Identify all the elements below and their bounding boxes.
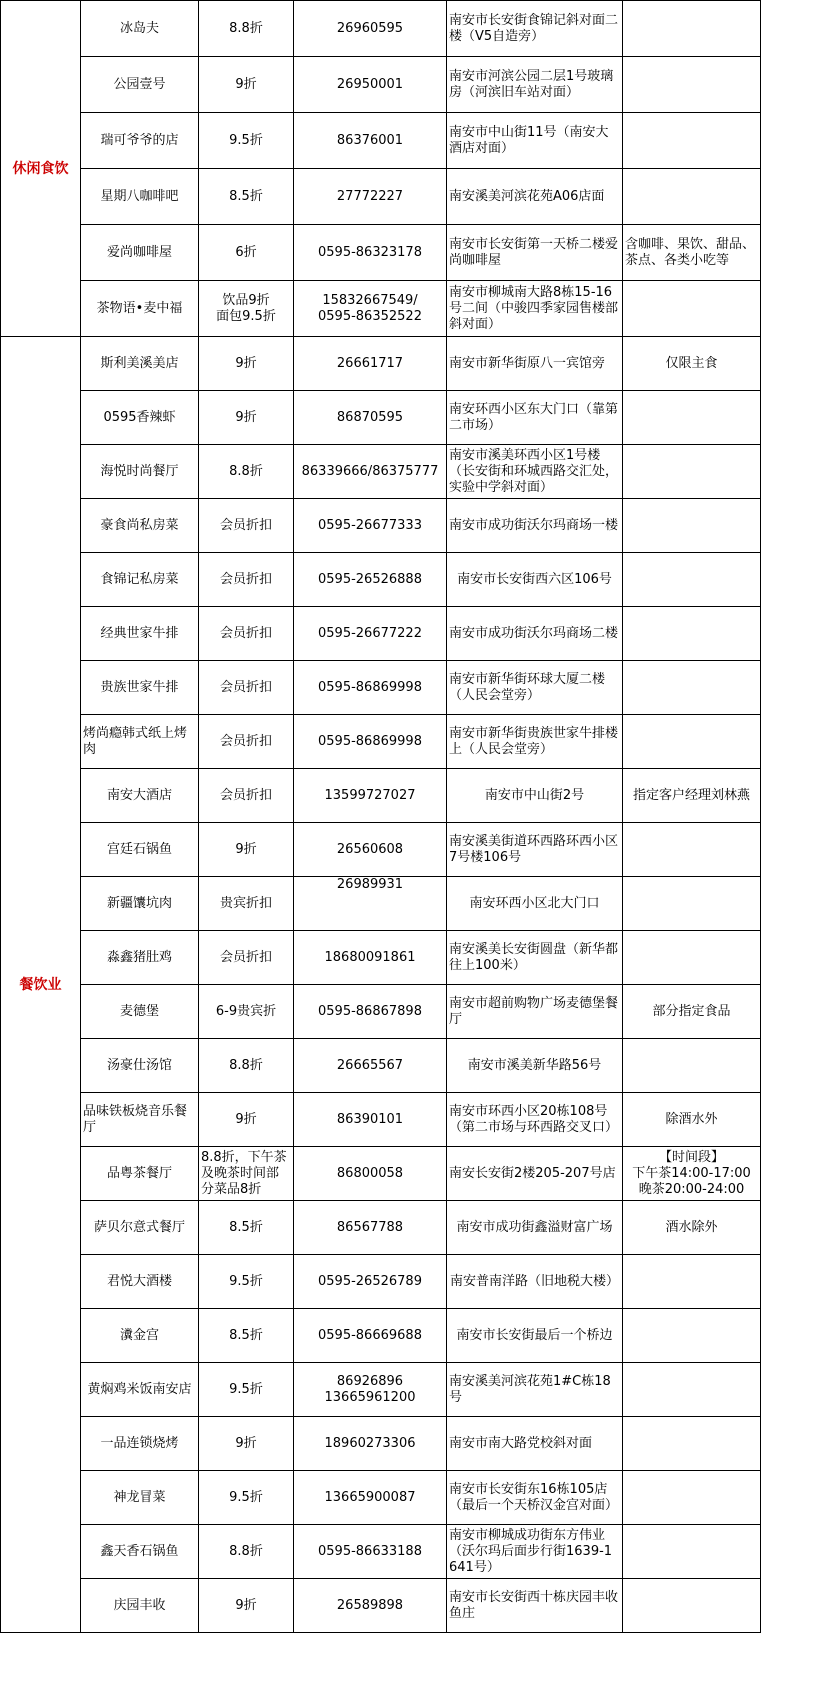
phone — [294, 281, 447, 337]
address: 南安普南洋路（旧地税大楼） — [447, 1255, 623, 1309]
note — [623, 57, 761, 113]
discount: 会员折扣 — [199, 661, 294, 715]
note — [623, 1, 761, 57]
table-row — [1, 1417, 761, 1471]
merchant-name: 黄焖鸡米饭南安店 — [81, 1363, 199, 1417]
table-row — [1, 985, 761, 1039]
merchant-name: 经典世家牛排 — [81, 607, 199, 661]
merchant-name: 淼鑫猪肚鸡 — [81, 931, 199, 985]
phone: 86390101 — [294, 1093, 447, 1147]
discount: 9.5折 — [199, 113, 294, 169]
address: 南安溪美河滨花苑A06店面 — [447, 169, 623, 225]
note — [623, 715, 761, 769]
table-row — [1, 113, 761, 169]
discount: 会员折扣 — [199, 607, 294, 661]
table-row — [1, 1039, 761, 1093]
merchant-name: 爱尚咖啡屋 — [81, 225, 199, 281]
phone: 18960273306 — [294, 1417, 447, 1471]
discount: 6折 — [199, 225, 294, 281]
address: 南安市溪美环西小区1号楼（长安街和环城西路交汇处，实验中学斜对面） — [447, 445, 623, 499]
note — [623, 1147, 761, 1201]
merchant-name: 品粤茶餐厅 — [81, 1147, 199, 1201]
merchant-name: 神龙冒菜 — [81, 1471, 199, 1525]
address: 南安环西小区东大门口（靠第二市场） — [447, 391, 623, 445]
address: 南安市柳城成功街东方伟业（沃尔玛后面步行街1639-1641号） — [447, 1525, 623, 1579]
merchant-name: 茶物语•麦中福 — [81, 281, 199, 337]
table-row — [1, 1525, 761, 1579]
merchant-name: 一品连锁烧烤 — [81, 1417, 199, 1471]
table-row — [1, 1093, 761, 1147]
phone: 0595-26677222 — [294, 607, 447, 661]
discount: 会员折扣 — [199, 931, 294, 985]
note — [623, 1525, 761, 1579]
note — [623, 877, 761, 931]
discount: 会员折扣 — [199, 715, 294, 769]
merchant-name: 君悦大酒楼 — [81, 1255, 199, 1309]
phone: 86567788 — [294, 1201, 447, 1255]
table-row — [1, 225, 761, 281]
phone: 26950001 — [294, 57, 447, 113]
phone: 26589898 — [294, 1579, 447, 1633]
note-line: 【时间段】 — [658, 1149, 724, 1165]
discount: 8.5折 — [199, 1309, 294, 1363]
phone: 13665900087 — [294, 1471, 447, 1525]
table-row — [1, 607, 761, 661]
merchant-name: 星期八咖啡吧 — [81, 169, 199, 225]
discount: 贵宾折扣 — [199, 877, 294, 931]
merchant-name: 鑫天香石锅鱼 — [81, 1525, 199, 1579]
phone: 26661717 — [294, 337, 447, 391]
address: 南安市中山街11号（南安大酒店对面） — [447, 113, 623, 169]
note — [623, 931, 761, 985]
table-row — [1, 877, 761, 931]
table-row — [1, 931, 761, 985]
note — [623, 1363, 761, 1417]
discount: 会员折扣 — [199, 769, 294, 823]
note — [623, 113, 761, 169]
phone-line: 15832667549/ — [322, 292, 418, 308]
merchant-name: 新疆馕坑肉 — [81, 877, 199, 931]
address: 南安市长安街第一天桥二楼爱尚咖啡屋 — [447, 225, 623, 281]
table-row — [1, 1471, 761, 1525]
merchant-name: 萨贝尔意式餐厅 — [81, 1201, 199, 1255]
table-row — [1, 823, 761, 877]
note — [623, 1039, 761, 1093]
discount: 9折 — [199, 1417, 294, 1471]
note: 酒水除外 — [623, 1201, 761, 1255]
table-row — [1, 499, 761, 553]
address: 南安市超前购物广场麦德堡餐厅 — [447, 985, 623, 1039]
note — [623, 169, 761, 225]
address: 南安溪美河滨花苑1#C栋18号 — [447, 1363, 623, 1417]
table-row — [1, 337, 761, 391]
phone: 0595-86869998 — [294, 661, 447, 715]
table-row — [1, 1309, 761, 1363]
address: 南安市河滨公园二层1号玻璃房（河滨旧车站对面） — [447, 57, 623, 113]
note — [623, 1255, 761, 1309]
discount — [199, 281, 294, 337]
address: 南安市长安街食锦记斜对面二楼（V5自造旁） — [447, 1, 623, 57]
discount: 会员折扣 — [199, 499, 294, 553]
phone: 86376001 — [294, 113, 447, 169]
table-row — [1, 281, 761, 337]
phone: 0595-86867898 — [294, 985, 447, 1039]
category-leisure: 休闲食饮 — [1, 1, 81, 337]
merchant-name: 冰岛夫 — [81, 1, 199, 57]
address: 南安市新华街原八一宾馆旁 — [447, 337, 623, 391]
phone: 13599727027 — [294, 769, 447, 823]
note — [623, 1579, 761, 1633]
address: 南安溪美街道环西路环西小区7号楼106号 — [447, 823, 623, 877]
merchant-name: 品味铁板烧音乐餐厅 — [81, 1093, 199, 1147]
category-dining: 餐饮业 — [1, 337, 81, 1633]
merchant-name: 瑞可爷爷的店 — [81, 113, 199, 169]
phone: 0595-26677333 — [294, 499, 447, 553]
note — [623, 1417, 761, 1471]
note: 除酒水外 — [623, 1093, 761, 1147]
address: 南安市长安街西六区106号 — [447, 553, 623, 607]
discount: 8.5折 — [199, 169, 294, 225]
note — [623, 445, 761, 499]
phone: 0595-86323178 — [294, 225, 447, 281]
phone: 86870595 — [294, 391, 447, 445]
phone-line: 86926896 — [336, 1373, 404, 1389]
address: 南安溪美长安街圆盘（新华都往上100米） — [447, 931, 623, 985]
discount: 9折 — [199, 1579, 294, 1633]
note — [623, 1471, 761, 1525]
address: 南安环西小区北大门口 — [447, 877, 623, 931]
discount: 会员折扣 — [199, 553, 294, 607]
note — [623, 391, 761, 445]
merchant-name: 汤豪仕汤馆 — [81, 1039, 199, 1093]
table-row — [1, 661, 761, 715]
table-row — [1, 1579, 761, 1633]
table-row — [1, 1, 761, 57]
table-row — [1, 1201, 761, 1255]
phone-line: 0595-86352522 — [318, 308, 422, 324]
phone: 26989931 — [294, 877, 447, 931]
merchant-name: 麦德堡 — [81, 985, 199, 1039]
phone: 0595-86869998 — [294, 715, 447, 769]
discount: 8.8折 — [199, 1525, 294, 1579]
address: 南安市长安街西十栋庆园丰收鱼庄 — [447, 1579, 623, 1633]
phone — [294, 1363, 447, 1417]
discount: 8.8折 — [199, 445, 294, 499]
discount: 8.8折 — [199, 1, 294, 57]
discount: 9折 — [199, 823, 294, 877]
address: 南安市成功街沃尔玛商场一楼 — [447, 499, 623, 553]
phone: 0595-86633188 — [294, 1525, 447, 1579]
note: 仅限主食 — [623, 337, 761, 391]
note — [623, 661, 761, 715]
merchant-name: 庆园丰收 — [81, 1579, 199, 1633]
discount-line: 面包9.5折 — [216, 308, 276, 324]
address: 南安市成功街沃尔玛商场二楼 — [447, 607, 623, 661]
discount-line: 饮品9折 — [222, 292, 270, 308]
phone: 0595-26526888 — [294, 553, 447, 607]
note — [623, 553, 761, 607]
address: 南安市新华街环球大厦二楼（人民会堂旁） — [447, 661, 623, 715]
address: 南安市南大路党校斜对面 — [447, 1417, 623, 1471]
merchant-name: 南安大酒店 — [81, 769, 199, 823]
phone: 26665567 — [294, 1039, 447, 1093]
phone: 0595-86669688 — [294, 1309, 447, 1363]
merchant-name: 宫廷石锅鱼 — [81, 823, 199, 877]
discount: 9折 — [199, 1093, 294, 1147]
discount: 8.8折 — [199, 1039, 294, 1093]
note: 部分指定食品 — [623, 985, 761, 1039]
merchant-name: 食锦记私房菜 — [81, 553, 199, 607]
discount: 9折 — [199, 337, 294, 391]
discount: 8.5折 — [199, 1201, 294, 1255]
merchant-name: 瀵金宫 — [81, 1309, 199, 1363]
discount: 6-9贵宾折 — [199, 985, 294, 1039]
address: 南安市新华街贵族世家牛排楼上（人民会堂旁） — [447, 715, 623, 769]
address: 南安市环西小区20栋108号（第二市场与环西路交叉口） — [447, 1093, 623, 1147]
merchant-name: 斯利美溪美店 — [81, 337, 199, 391]
note — [623, 1309, 761, 1363]
phone-line: 13665961200 — [324, 1389, 416, 1405]
table-row — [1, 1363, 761, 1417]
table-row — [1, 1255, 761, 1309]
phone: 26560608 — [294, 823, 447, 877]
address: 南安市长安街东16栋105店（最后一个天桥汉金宫对面） — [447, 1471, 623, 1525]
table-row — [1, 391, 761, 445]
table-row — [1, 1147, 761, 1201]
merchant-name: 贵族世家牛排 — [81, 661, 199, 715]
discount: 9.5折 — [199, 1255, 294, 1309]
phone: 0595-26526789 — [294, 1255, 447, 1309]
discount: 9折 — [199, 57, 294, 113]
phone: 86339666/86375777 — [294, 445, 447, 499]
address: 南安市中山街2号 — [447, 769, 623, 823]
note — [623, 607, 761, 661]
address: 南安长安街2楼205-207号店 — [447, 1147, 623, 1201]
table-row — [1, 715, 761, 769]
phone: 18680091861 — [294, 931, 447, 985]
merchant-name: 豪食尚私房菜 — [81, 499, 199, 553]
discount: 9折 — [199, 391, 294, 445]
note — [623, 499, 761, 553]
discount: 9.5折 — [199, 1471, 294, 1525]
phone: 27772227 — [294, 169, 447, 225]
note — [623, 281, 761, 337]
table-row — [1, 57, 761, 113]
table-row — [1, 553, 761, 607]
discount: 8.8折，下午茶及晚茶时间部分菜品8折 — [199, 1147, 294, 1201]
table-row — [1, 445, 761, 499]
note-line: 下午茶14:00-17:00 — [632, 1165, 751, 1181]
merchant-name: 烤尚瘾韩式纸上烤肉 — [81, 715, 199, 769]
address: 南安市溪美新华路56号 — [447, 1039, 623, 1093]
address: 南安市柳城南大路8栋15-16号二间（中骏四季家园售楼部斜对面） — [447, 281, 623, 337]
address: 南安市长安街最后一个桥边 — [447, 1309, 623, 1363]
table-row — [1, 169, 761, 225]
phone: 86800058 — [294, 1147, 447, 1201]
table-row — [1, 769, 761, 823]
phone: 26960595 — [294, 1, 447, 57]
merchant-name: 0595香辣虾 — [81, 391, 199, 445]
discount: 9.5折 — [199, 1363, 294, 1417]
note: 指定客户经理刘林燕 — [623, 769, 761, 823]
address: 南安市成功街鑫溢财富广场 — [447, 1201, 623, 1255]
merchant-name: 公园壹号 — [81, 57, 199, 113]
note-line: 晚茶20:00-24:00 — [638, 1181, 745, 1197]
note — [623, 823, 761, 877]
note: 含咖啡、果饮、甜品、茶点、各类小吃等 — [623, 225, 761, 281]
merchant-name: 海悦时尚餐厅 — [81, 445, 199, 499]
